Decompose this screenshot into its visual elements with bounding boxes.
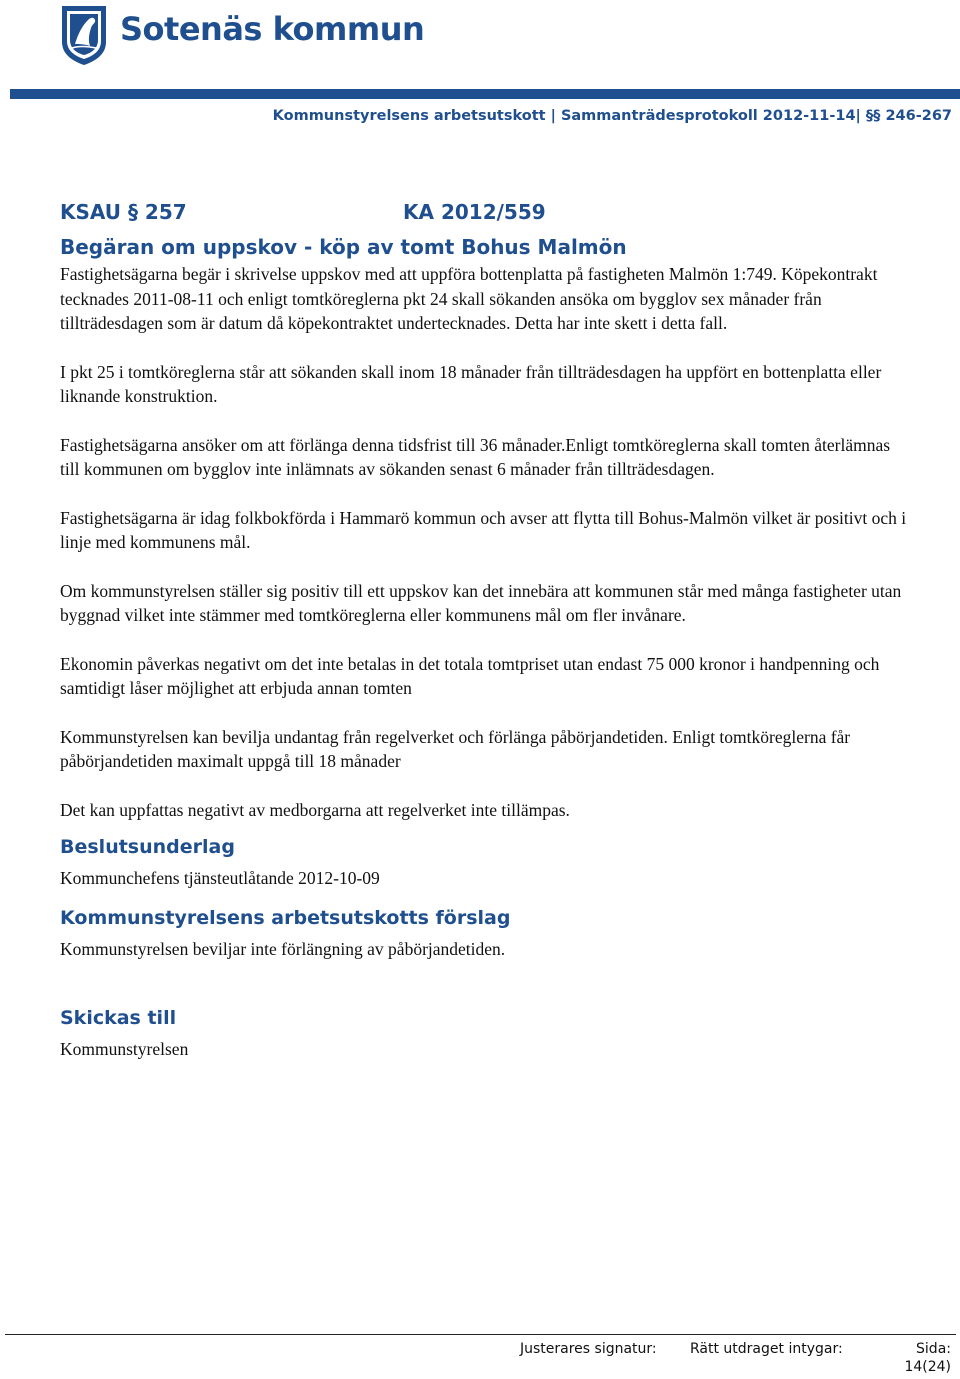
header-rule [10,89,960,99]
document-body [60,200,910,1086]
beslutsunderlag-text: Kommunchefens tjänsteutlåtande 2012-10-09 [60,868,380,888]
paragraph: Kommunstyrelsen kan bevilja undantag från regelverket och förlänga påbörjandetiden. Enligt tomtköreglerna får påbörjandetiden maximalt uppgå till 18 månader [60,726,851,771]
case-numbers [60,200,910,228]
sida-label: Sida: [916,1341,951,1357]
paragraph: Fastighetsägarna är idag folkbokförda i Hammarö kommun och avser att flytta till Bohus-Malmön vilket är positivt och i linje med kommunens mål. [60,507,907,552]
forslag-heading: Kommunstyrelsens arbetsutskotts förslag [60,906,511,929]
paragraph: Fastighetsägarna begär i skrivelse uppskov med att uppföra bottenplatta på fastigheten Malmön 1:749. Köpekontrakt tecknades 2011-08-11 och enligt tomtköreglerna pkt 24 skall sökanden ansöka om bygglov sex månader från tillträdesdagen som är datum då köpekontraktet undertecknades. Detta har inte skett i detta fall. [60,264,878,333]
paragraph: Fastighetsägarna ansöker om att förlänga denna tidsfrist till 36 månader.Enligt tomtköreglerna skall tomten återlämnas till kommunen om bygglov inte inlämnats av sökanden senast 6 månader från tillträdesdagen. [60,434,891,479]
document-title: Begäran om uppskov - köp av tomt Bohus Malmön [60,235,627,259]
utdrag-label: Rätt utdraget intygar: [690,1341,843,1357]
seal-bird-icon [58,4,110,66]
paragraph: Om kommunstyrelsen ställer sig positiv till ett uppskov kan det innebära att kommunen står med många fastigheter utan byggnad vilket inte stämmer med tomtköreglerna eller kommunens mål om fler invånare. [60,580,902,625]
forslag-text: Kommunstyrelsen beviljar inte förlängning av påbörjandetiden. [60,938,506,959]
protocol-header: Kommunstyrelsens arbetsutskott | Sammanträdesprotokoll 2012-11-14| §§ 246-267 [272,108,952,124]
page-number: 14(24) [904,1359,951,1375]
signatur-label: Justerares signatur: [520,1341,657,1357]
ksau-number: KSAU § 257 [60,200,187,224]
logo-wordmark: Sotenäs kommun [120,10,425,48]
footer-rule [5,1334,956,1335]
paragraph: I pkt 25 i tomtköreglerna står att sökanden skall inom 18 månader från tillträdesdagen ha uppfört en bottenplatta eller liknande konstruktion. [60,361,882,406]
paragraph: Det kan uppfattas negativt av medborgarna att regelverket inte tillämpas. [60,799,570,820]
municipality-logo [58,4,425,68]
ka-number: KA 2012/559 [403,200,546,224]
skickas-text: Kommunstyrelsen [60,1039,189,1059]
beslutsunderlag-heading: Beslutsunderlag [60,836,235,858]
skickas-heading: Skickas till [60,1007,177,1029]
paragraph: Ekonomin påverkas negativt om det inte betalas in det totala tomtpriset utan endast 75 000 kronor i handpenning och samtidigt låser möjlighet att erbjuda annan tomten [60,653,880,698]
